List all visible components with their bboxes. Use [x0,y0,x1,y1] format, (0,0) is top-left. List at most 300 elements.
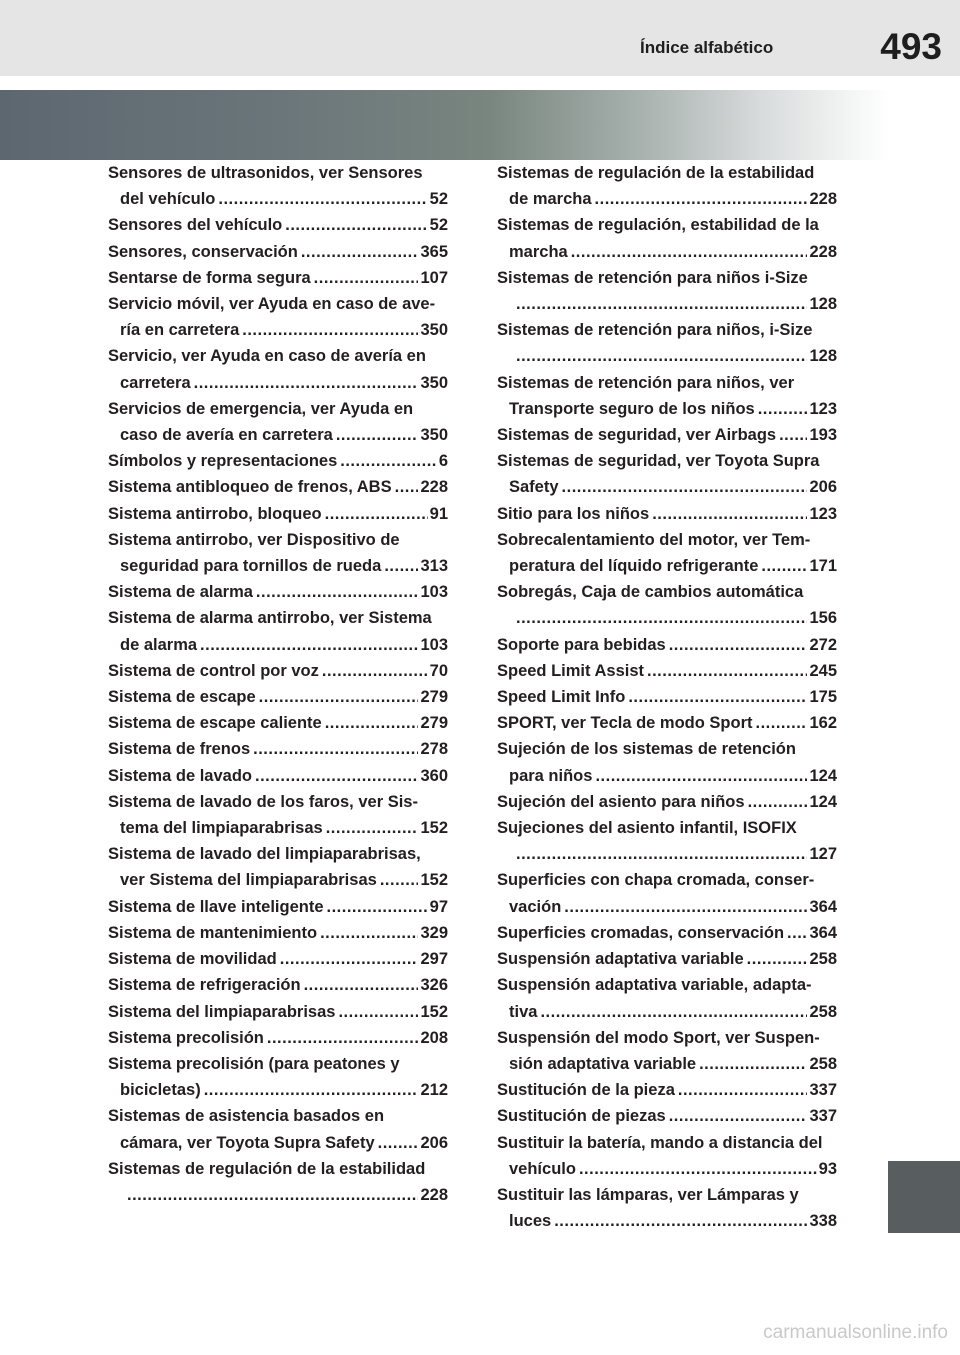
dot-leader [267,1025,419,1051]
index-page-ref: 365 [420,242,448,261]
index-page-ref: 364 [809,923,837,942]
index-term: Sistema de lavado de los faros, ver Sis- [108,792,418,811]
index-entry [108,946,448,972]
index-entry [497,448,837,500]
index-page-ref: 123 [809,504,837,523]
index-page-ref: 208 [420,1028,448,1047]
dot-leader [628,684,807,710]
index-page-ref: 152 [420,871,448,890]
index-entry-line [108,501,448,527]
index-term: Sistema de movilidad [108,950,277,969]
index-term: tiva [509,1002,538,1021]
index-entry [108,1025,448,1051]
index-page-ref: 152 [420,1002,448,1021]
index-term: Suspensión adaptativa variable [497,950,744,969]
section-title: Índice alfabético [640,38,774,57]
index-page-ref: 228 [420,1185,448,1204]
index-entry-line [497,789,837,815]
index-entry-line [108,658,448,684]
index-entry [497,1025,837,1077]
dot-leader [340,448,437,474]
index-term: vación [509,897,562,916]
index-page-ref: 128 [809,347,837,366]
index-entry [497,789,837,815]
index-entry [108,894,448,920]
index-entry-line [497,370,837,396]
dot-leader [326,815,419,841]
index-entry [108,1051,448,1103]
index-page-ref: 124 [809,766,837,785]
index-term: Sujeciones del asiento infantil, ISOFIX [497,819,797,838]
index-term: Sistemas de retención para niños i-Size [497,268,808,287]
index-entry [108,474,448,500]
index-entry-line [497,684,837,710]
index-entry [108,736,448,762]
index-entry-line [108,815,448,841]
index-entry [497,710,837,736]
index-entry [108,658,448,684]
index-page-ref: 350 [420,426,448,445]
index-entry-line [497,239,837,265]
index-page-ref: 228 [809,242,837,261]
index-page-ref: 128 [809,295,837,314]
index-entry-line [497,527,837,553]
index-entry-line [108,1051,448,1077]
index-entry-line [497,291,837,317]
index-term: Speed Limit Info [497,688,626,707]
index-page-ref: 350 [420,373,448,392]
index-entry-line [108,291,448,317]
index-term: de marcha [509,190,592,209]
dot-leader [378,1130,419,1156]
index-page-ref: 52 [429,216,448,235]
index-page-ref: 97 [429,897,448,916]
dot-leader [338,999,418,1025]
index-term: Sistemas de seguridad, ver Toyota Supra [497,452,820,471]
index-page-ref: 103 [420,635,448,654]
index-entry-line [497,1130,837,1156]
index-entry-line [108,186,448,212]
index-term: Servicio, ver Ayuda en caso de avería en [108,347,426,366]
index-term: bicicletas) [120,1081,201,1100]
index-entry-line [497,867,837,893]
index-entry-line [497,501,837,527]
index-entry-line [497,553,837,579]
index-entry-line [497,946,837,972]
index-term: Símbolos y representaciones [108,452,338,471]
index-entry [497,527,837,579]
index-entry-line [108,343,448,369]
index-page-ref: 127 [809,845,837,864]
index-page-ref: 364 [809,897,837,916]
dot-leader [301,239,419,265]
index-page-ref: 206 [420,1133,448,1152]
index-term: Sistema de mantenimiento [108,923,318,942]
index-page-ref: 278 [420,740,448,759]
index-entry-line [108,422,448,448]
dot-leader [325,710,419,736]
index-entry [108,396,448,448]
index-term: peratura del líquido refrigerante [509,557,759,576]
index-entry [108,579,448,605]
index-page-ref: 313 [420,557,448,576]
index-entry [497,736,837,788]
index-term: Safety [509,478,559,497]
index-page-ref: 279 [420,714,448,733]
index-entry [497,658,837,684]
index-entry-line [108,684,448,710]
index-entry-line [108,265,448,291]
index-term: cámara, ver Toyota Supra Safety [120,1133,375,1152]
index-term: Speed Limit Assist [497,661,645,680]
index-entry-line [108,370,448,396]
index-term: Sustituir la batería, mando a distancia del [497,1133,823,1152]
index-entry [108,160,448,212]
index-page-ref: 297 [420,950,448,969]
index-column-left [108,160,448,1208]
index-entry [497,160,837,212]
index-entry-line [108,1077,448,1103]
index-term: Sensores del vehículo [108,216,283,235]
index-entry [108,920,448,946]
index-page-ref: 107 [420,268,448,287]
index-term: Suspensión del modo Sport, ver Suspen- [497,1028,820,1047]
index-entry-line [497,448,837,474]
index-entry [108,291,448,343]
index-entry [108,527,448,579]
index-entry-line [108,894,448,920]
index-entry-line [497,1077,837,1103]
index-entry [497,265,837,317]
index-term: Sistemas de seguridad, ver Airbags [497,426,777,445]
index-entry-line [497,1182,837,1208]
index-entry-line [497,999,837,1025]
index-entry [108,841,448,893]
dot-leader [127,1182,418,1208]
index-term: tema del limpiaparabrisas [120,819,323,838]
dot-leader [564,894,807,920]
index-entry-line [108,1130,448,1156]
index-term: Servicio móvil, ver Ayuda en caso de ave- [108,295,436,314]
index-page-ref: 123 [809,399,837,418]
index-entry-line [108,396,448,422]
index-term: Sustituir las lámparas, ver Lámparas y [497,1185,799,1204]
index-page-ref: 337 [809,1081,837,1100]
dot-leader [336,422,419,448]
index-entry-line [108,553,448,579]
index-entry-line [497,841,837,867]
index-term: Sistemas de regulación de la estabilidad [108,1159,426,1178]
index-term: Sistemas de regulación de la estabilidad [497,164,815,182]
index-entry-line [108,239,448,265]
index-entry-line [108,789,448,815]
index-entry-line [108,920,448,946]
index-entry [108,1103,448,1155]
index-entry-line [108,710,448,736]
index-entry-line [497,422,837,448]
index-entry-line [497,186,837,212]
index-term: ría en carretera [120,321,240,340]
index-entry-line [497,265,837,291]
index-entry [108,605,448,657]
index-entry-line [497,474,837,500]
index-entry [108,212,448,238]
index-term: Sistema de control por voz [108,661,319,680]
index-term: Sistema antibloqueo de frenos, ABS [108,478,392,497]
index-entry [497,1103,837,1129]
index-term: Sistema de refrigeración [108,976,301,995]
index-entry-line [108,999,448,1025]
index-term: Suspensión adaptativa variable, adapta- [497,976,812,995]
index-term: Sistemas de regulación, estabilidad de la [497,216,819,235]
decorative-banner [0,90,888,160]
watermark: carmanualsonline.info [763,1322,948,1343]
index-page-ref: 329 [420,923,448,942]
index-page-ref: 206 [809,478,837,497]
index-entry [108,1156,448,1208]
index-entry-line [497,317,837,343]
index-entry [497,212,837,264]
dot-leader [320,920,418,946]
index-page-ref: 93 [818,1159,837,1178]
index-term: Sistemas de asistencia basados en [108,1107,385,1126]
index-term: Sitio para los niños [497,504,650,523]
index-term: de alarma [120,635,198,654]
dot-leader [758,396,808,422]
index-entry [497,972,837,1024]
index-entry [497,317,837,369]
index-page-ref: 175 [809,688,837,707]
index-entry-line [108,212,448,238]
index-term: Sistema del limpiaparabrisas [108,1002,336,1021]
index-term: sión adaptativa variable [509,1054,697,1073]
dot-leader [669,632,808,658]
dot-leader [516,291,807,317]
index-entry-line [497,605,837,631]
index-entry-line [497,212,837,238]
dot-leader [285,212,427,238]
index-entry-line [108,579,448,605]
index-entry [497,920,837,946]
index-term: Sujeción del asiento para niños [497,792,745,811]
index-entry-line [108,1156,448,1182]
index-term: Transporte seguro de los niños [509,399,755,418]
dot-leader [218,186,427,212]
index-entry-line [108,605,448,631]
index-entry-line [108,160,448,186]
section-side-tab [888,1161,960,1233]
dot-leader [395,474,419,500]
dot-leader [256,579,419,605]
index-term: Sobregás, Caja de cambios automática [497,583,804,602]
index-page-ref: 272 [809,635,837,654]
index-entry [108,239,448,265]
index-entry [108,972,448,998]
index-page-ref: 70 [429,661,448,680]
index-page-ref: 52 [429,190,448,209]
dot-leader [579,1156,817,1182]
index-term: Sustitución de la pieza [497,1081,675,1100]
dot-leader [647,658,807,684]
index-entry [497,579,837,631]
index-term: Sistema precolisión [108,1028,264,1047]
index-term: Sistema de alarma [108,583,253,602]
index-entry [497,684,837,710]
index-page-ref: 171 [809,557,837,576]
index-entry-line [497,710,837,736]
index-entry-line [108,972,448,998]
index-entry [108,684,448,710]
index-entry-line [108,1103,448,1129]
index-entry-line [497,160,837,186]
index-entry [108,343,448,395]
index-term: Sistema de frenos [108,740,251,759]
dot-leader [304,972,419,998]
index-term: Sensores de ultrasonidos, ver Sensores [108,164,423,182]
index-page-ref: 212 [420,1081,448,1100]
index-entry-line [497,763,837,789]
dot-leader [571,239,808,265]
dot-leader [747,946,808,972]
index-entry-line [108,632,448,658]
index-page-ref: 156 [809,609,837,628]
index-entry [497,1182,837,1234]
index-page-ref: 326 [420,976,448,995]
dot-leader [253,736,418,762]
index-page-ref: 245 [809,661,837,680]
index-entry-line [108,1182,448,1208]
index-term: Sistema precolisión (para peatones y [108,1054,400,1073]
index-term: Sistema de alarma antirrobo, ver Sistema [108,609,432,628]
index-term: Sistema de lavado [108,766,252,785]
index-entry-line [497,1208,837,1234]
index-term: SPORT, ver Tecla de modo Sport [497,714,753,733]
index-entry [497,867,837,919]
index-page-ref: 337 [809,1107,837,1126]
dot-leader [652,501,807,527]
index-term: Sustitución de piezas [497,1107,666,1126]
index-term: del vehículo [120,190,216,209]
index-entry-line [497,736,837,762]
index-entry [108,710,448,736]
dot-leader [562,474,808,500]
index-page-ref: 228 [809,190,837,209]
index-entry-line [497,920,837,946]
index-entry-line [497,343,837,369]
index-entry [108,999,448,1025]
dot-leader [516,343,807,369]
dot-leader [384,553,418,579]
index-term: Sistema de llave inteligente [108,897,324,916]
index-term: Sistemas de retención para niños, i-Size [497,321,813,340]
index-term: luces [509,1212,552,1231]
index-term: Sensores, conservación [108,242,298,261]
index-page-ref: 360 [420,766,448,785]
index-entry-line [108,1025,448,1051]
index-entry-line [497,1156,837,1182]
index-page-ref: 193 [809,426,837,445]
index-entry [108,789,448,841]
dot-leader [325,501,428,527]
index-term: marcha [509,242,568,261]
index-entry-line [497,972,837,998]
index-term: Superficies cromadas, conservación [497,923,785,942]
index-entry [108,448,448,474]
index-entry [108,265,448,291]
index-entry-line [108,474,448,500]
index-page-ref: 258 [809,950,837,969]
dot-leader [255,763,418,789]
index-page-ref: 338 [809,1212,837,1231]
index-term: Sobrecalentamiento del motor, ver Tem- [497,530,811,549]
index-term: Sistema de escape [108,688,256,707]
index-entry-line [108,841,448,867]
index-entry [497,1077,837,1103]
dot-leader [194,370,419,396]
index-entry-line [497,1051,837,1077]
index-term: Sujeción de los sistemas de retención [497,740,796,759]
index-term: Sistema de escape caliente [108,714,322,733]
dot-leader [678,1077,808,1103]
index-entry [497,632,837,658]
index-term: seguridad para tornillos de rueda [120,557,382,576]
dot-leader [380,867,419,893]
dot-leader [327,894,428,920]
dot-leader [242,317,418,343]
index-term: Superficies con chapa cromada, conser- [497,871,815,890]
dot-leader [748,789,808,815]
index-page-ref: 258 [809,1054,837,1073]
dot-leader [756,710,808,736]
index-entry [497,422,837,448]
dot-leader [259,684,419,710]
index-entry-line [497,579,837,605]
index-entry [497,946,837,972]
index-entry [108,763,448,789]
dot-leader [554,1208,807,1234]
dot-leader [280,946,419,972]
index-entry-line [108,448,448,474]
index-term: ver Sistema del limpiaparabrisas [120,871,377,890]
index-entry-line [497,815,837,841]
index-entry-line [108,736,448,762]
index-entry-line [497,396,837,422]
index-entry-line [497,1103,837,1129]
index-term: caso de avería en carretera [120,426,333,445]
index-entry-line [497,1025,837,1051]
index-entry [497,370,837,422]
dot-leader [204,1077,419,1103]
index-page-ref: 228 [420,478,448,497]
index-entry-line [497,658,837,684]
index-entry [497,1130,837,1182]
dot-leader [516,605,807,631]
index-entry-line [108,527,448,553]
index-term: Soporte para bebidas [497,635,666,654]
index-entry-line [108,867,448,893]
dot-leader [779,422,807,448]
index-page-ref: 91 [429,504,448,523]
index-term: Sistemas de retención para niños, ver [497,373,795,392]
index-term: Sistema de lavado del limpiaparabrisas, [108,845,421,864]
dot-leader [595,763,807,789]
page-number: 493 [880,26,942,67]
index-entry [497,815,837,867]
dot-leader [787,920,807,946]
index-entry-line [108,317,448,343]
index-term: Sentarse de forma segura [108,268,311,287]
index-entry-line [497,632,837,658]
